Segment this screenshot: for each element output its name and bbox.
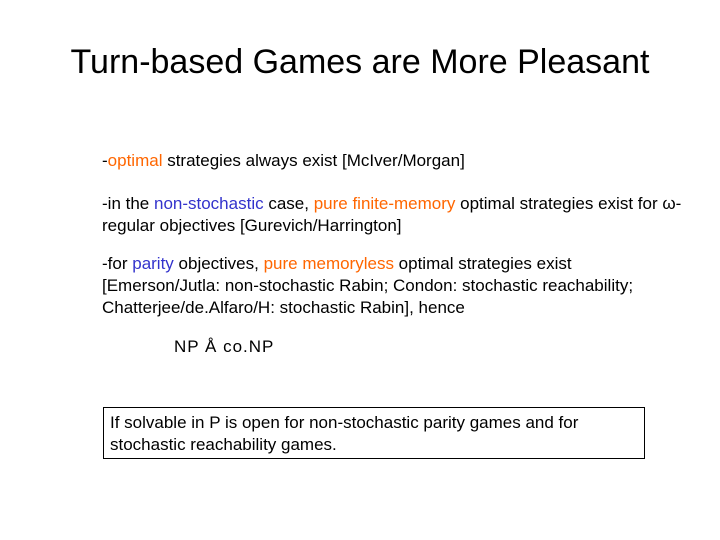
highlight-optimal: optimal	[107, 151, 163, 170]
bullet-text: -in the	[102, 194, 154, 213]
bullet-text: strategies always exist [McIver/Morgan]	[162, 151, 465, 170]
slide-title: Turn-based Games are More Pleasant	[70, 43, 650, 81]
bullet-optimal-strategies	[102, 150, 682, 172]
note-box	[103, 407, 645, 459]
bullet-text: objectives,	[173, 254, 264, 273]
bullet-parity	[102, 253, 682, 319]
highlight-parity: parity	[132, 254, 174, 273]
highlight-pure-finite-memory: pure finite-memory	[313, 194, 456, 213]
complexity-formula: NP Å co.NP	[174, 337, 275, 356]
bullet-text: -for	[102, 254, 133, 273]
highlight-non-stochastic: non-stochastic	[153, 194, 264, 213]
note-text: If solvable in P is open for non-stochastic parity games and for stochastic reachability games.	[110, 413, 579, 454]
bullet-text: -	[102, 151, 108, 170]
highlight-pure-memoryless: pure memoryless	[263, 254, 394, 273]
bullet-non-stochastic	[102, 193, 682, 237]
bullet-text: -regular objectives [Gurevich/Harrington]	[102, 194, 682, 235]
bullet-text: optimal strategies exist [Emerson/Jutla: non-stochastic Rabin; Condon: stochastic reachability; Chatterjee/de.Alfaro/H: stochastic Rabin], hence	[102, 254, 634, 317]
bullet-text: optimal strategies exist for	[455, 194, 663, 213]
bullet-text: case,	[263, 194, 314, 213]
omega-symbol: ω	[662, 194, 676, 213]
